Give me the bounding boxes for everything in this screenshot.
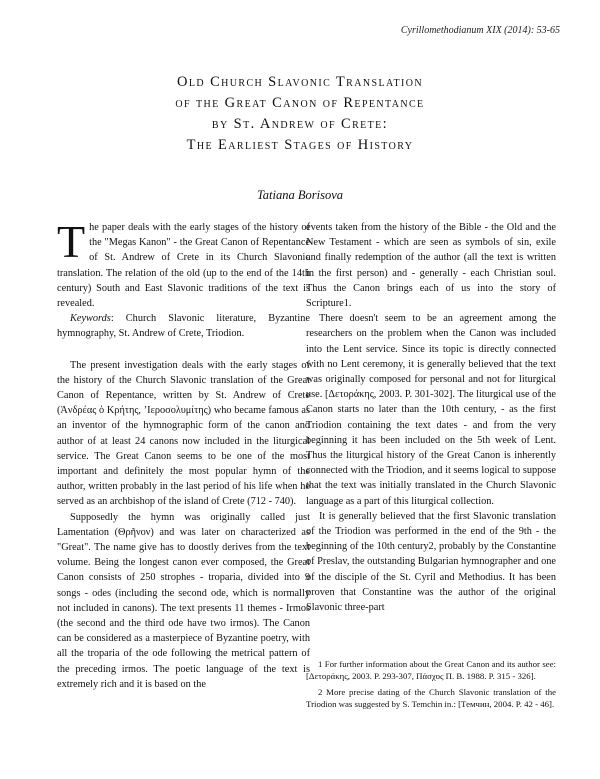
footnote: 1 For further information about the Great Canon and its author see: [Δετοράκης, 2003. P. 293-307, Πάσχος Π. Β. 1988. P. 315 - 326].: [306, 659, 556, 682]
right-column: [306, 220, 556, 615]
drop-cap: T: [57, 216, 86, 267]
body-paragraph: The present investigation deals with the early stages of the history of the Church Slavonic translation of the Great Canon of Repentance, written by St. Andrew of Crete (Ἀνδρέας ὁ Κρήτης, ʼΙεροσολυμίτης) who became famous as an inventor of the hymnographic form of the canon and author of at least 24 canons now included in the liturgical service. The Great Canon seems to be one of the most important and definitely the most popular hymn of the author, written probably in the last period of his life when he served as an archbishop of the island of Crete (712 - 740).: [57, 359, 310, 508]
keywords-text: : Church Slavonic literature, Byzantine hymnography, St. Andrew of Crete, Triodion.: [57, 313, 310, 340]
left-column: [57, 216, 310, 692]
abstract-text: he paper deals with the early stages of the history of the "Megas Kanon" - the Great Canon of Repentance of St. Andrew of Crete in its Church Slavonic translation. The relation of the old (up to the end of the 14th century) South and East Slavonic traditions of the text is revealed.: [57, 222, 310, 310]
body-paragraph: There doesn't seem to be an agreement among the researchers on the problem when the Canon was included into the Lent service. Since its topic is directly connected with no Lent ceremony, it is generally believed that the text was originally composed for personal and not for liturgical use. [Δετοράκης, 2003. P. 301-302]. The liturgical use of the Canon starts no later than the 10th century, - as the first Triodion containing the text dates - and from the very beginning it has been included on the 5th week of Lent. Thus the liturgical history of the Great Canon is inherently connected with the Triodion, and it seems logical to suppose that the text was initially translated in the Church Slavonic language as a part of this liturgical collection.: [306, 313, 556, 507]
keywords: [57, 311, 310, 341]
keywords-label: Keywords: [70, 313, 111, 325]
title-line: The Earliest Stages of History: [186, 137, 414, 153]
running-head: Cyrillomethodianum XIX (2014): 53-65: [400, 25, 560, 36]
footnote: 2 More precise dating of the Church Slavonic translation of the Triodion was suggested by S. Temchin in.: [Темчин, 2004. P. 42 - 46].: [306, 686, 556, 710]
title-line: Old Church Slavonic Translation: [177, 74, 423, 90]
body-paragraph: Supposedly the hymn was originally called just Lamentation (Θρῆνον) and was later on characterized as "Great". The name give has to doostly derives from the text volume. Being the longest canon ever composed, the Great Canon consists of 250 strophes - troparia, divided into 9 songs - odes (including the second ode, which is normally not included in canons). The text presents 11 themes - Irmos (the second and the third ode have two irmos). The Canon can be considered as a masterpiece of Byzantine poetry, with all the troparia of the ode following the metrical pattern of the preceding irmos. The poetic language of the text is extremely rich and it is based on the: [57, 511, 310, 690]
title-line: by St. Andrew of Crete:: [211, 116, 389, 132]
body-paragraph: events taken from the history of the Bible - the Old and the New Testament - which are seen as symbols of sin, exile and finally redemption of the author (all the text is written in the first person) and - generally - each Christian soul. Thus the Canon brings each of us into the story of Scripture1.: [306, 222, 556, 310]
abstract: [57, 216, 310, 311]
footnotes: [306, 658, 556, 714]
body-paragraph: It is generally believed that the first Slavonic translation of the Triodion was performed in the end of the 9th - the beginning of the 10th century2, probably by the Constantine of Preslav, the outstanding Bulgarian hymnographer and one of the disciple of the St. Cyril and Methodius. It has been proven that Constantine was the author of the original Slavonic three-part: [306, 510, 556, 614]
title-line: of the Great Canon of Repentance: [175, 95, 425, 111]
paper-title: [0, 72, 600, 156]
author-name: Tatiana Borisova: [256, 188, 343, 202]
